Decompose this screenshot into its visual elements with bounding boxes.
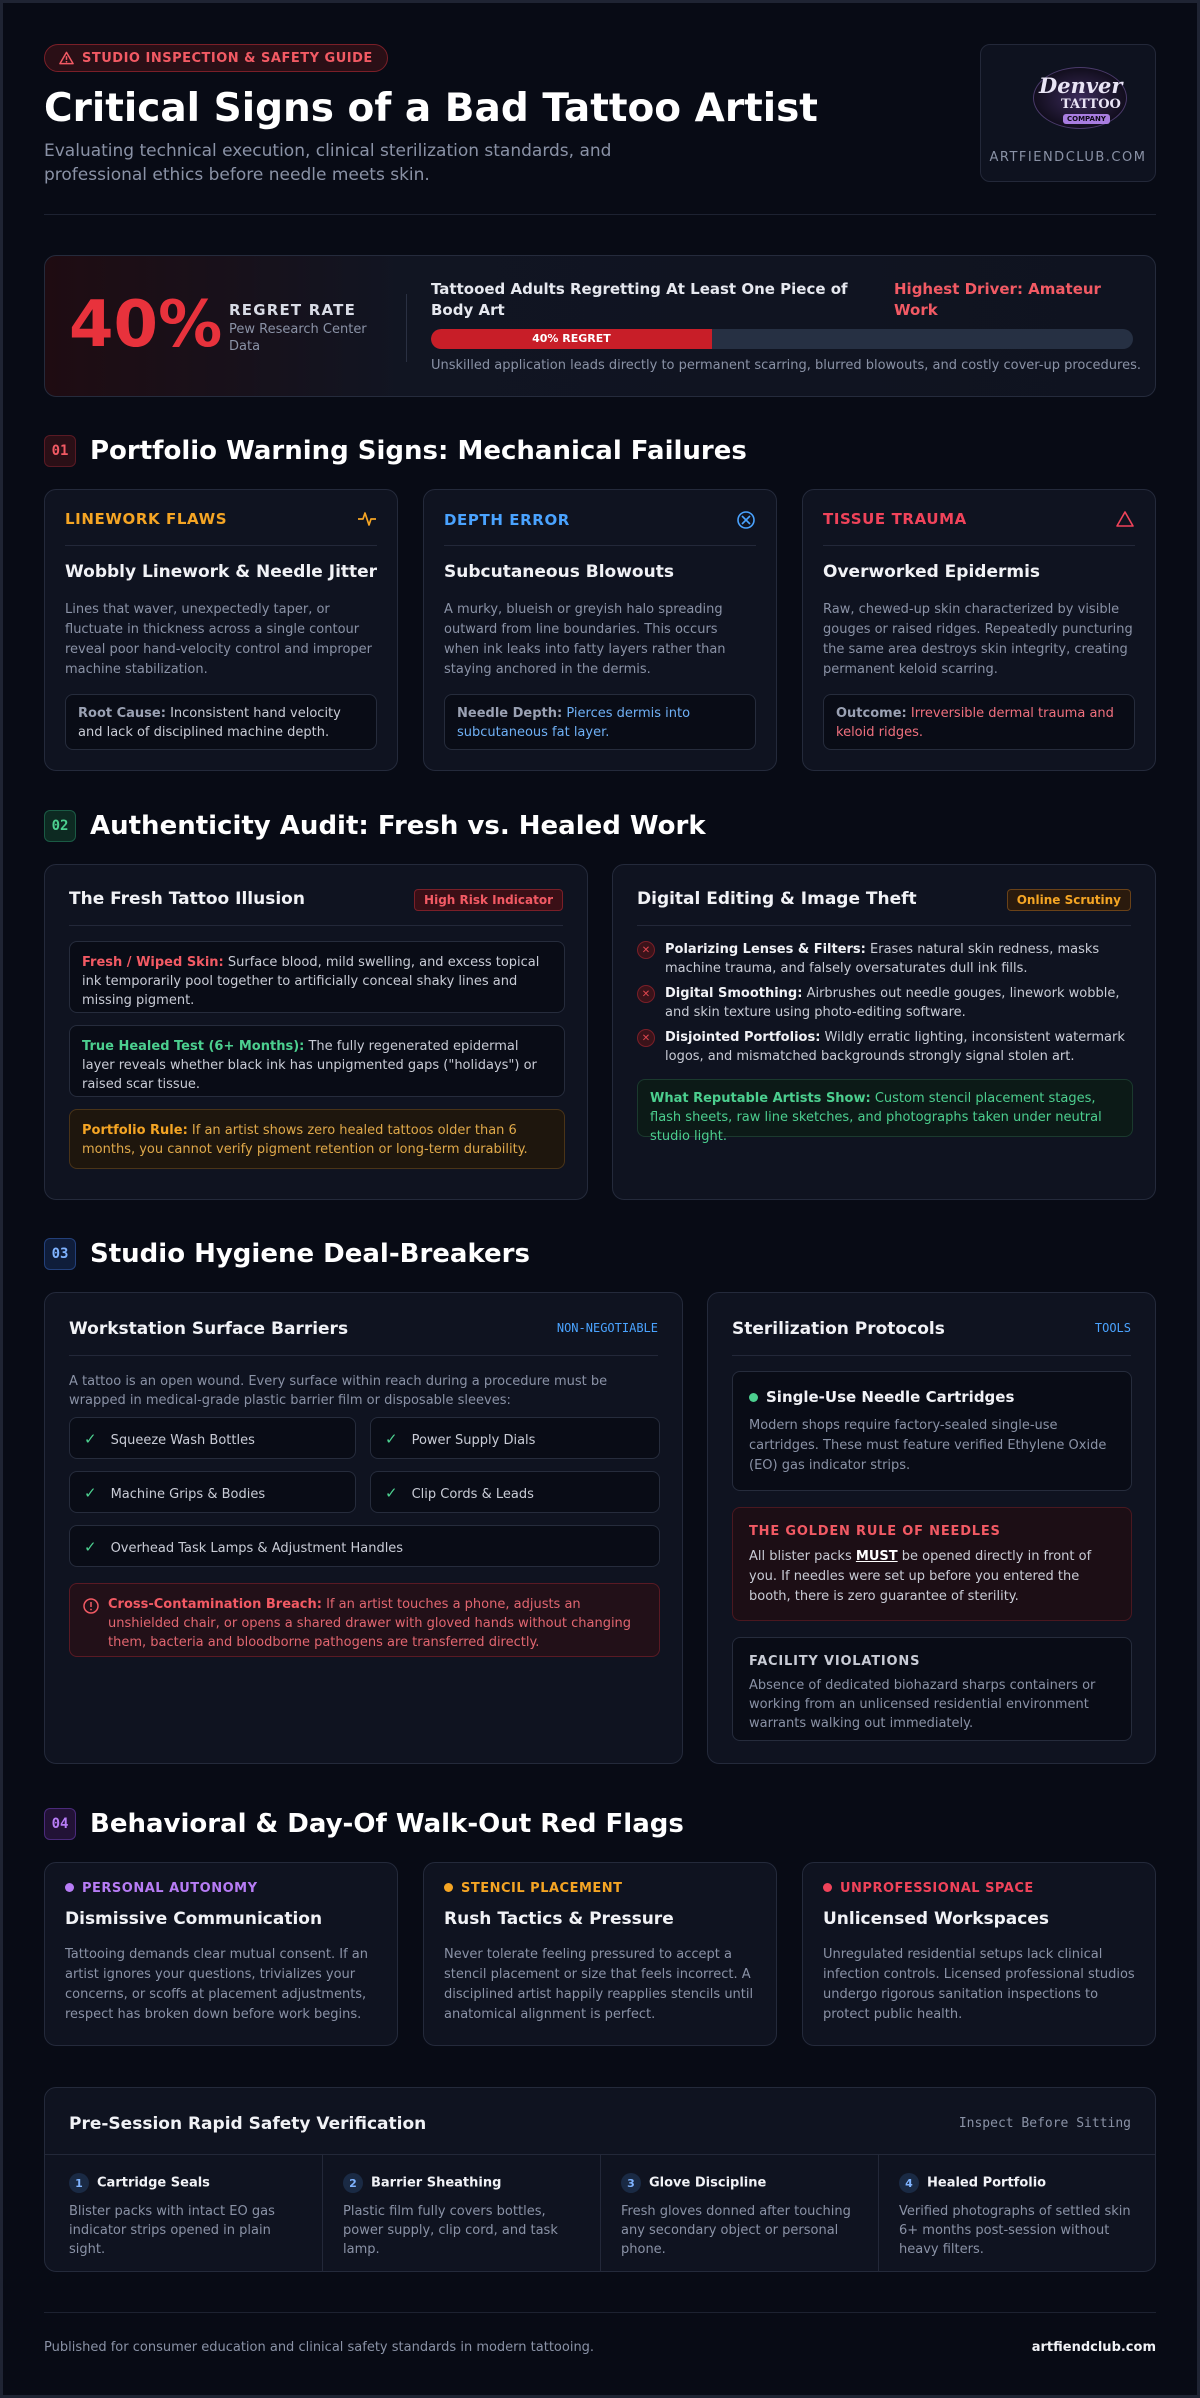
scrutiny-pill: Online Scrutiny xyxy=(1007,889,1131,911)
card-depth-error xyxy=(423,489,777,771)
check-item xyxy=(69,1417,356,1459)
item-text: Airbrushes out needle gouges, linework wobble, and skin texture using photo-editing software. xyxy=(665,986,1120,1020)
note-label: Outcome: xyxy=(836,706,907,721)
card-dismissive-communication xyxy=(44,1862,398,2046)
step-title: Cartridge Seals xyxy=(97,2175,210,2191)
card-title: Unlicensed Workspaces xyxy=(823,1909,1050,1929)
card-rush-tactics xyxy=(423,1862,777,2046)
card-tag: STENCIL PLACEMENT xyxy=(444,1881,623,1896)
checklist-step xyxy=(879,2155,1155,2272)
logo-text-3: COMPANY xyxy=(1063,114,1110,124)
card-body: Raw, chewed-up skin characterized by visible gouges or raised ridges. Repeatedly puncturing the same area destroys skin integrity, creating permanent keloid scarring. xyxy=(823,602,1133,678)
check-icon: ✓ xyxy=(84,1484,97,1502)
guide-badge xyxy=(44,44,388,72)
note-text: Inconsistent hand velocity and lack of disciplined machine depth. xyxy=(78,706,341,740)
step-number: 4 xyxy=(899,2173,919,2193)
card-unlicensed-workspaces xyxy=(802,1862,1156,2046)
card-tag: TOOLS xyxy=(1094,1321,1131,1335)
check-item xyxy=(69,1525,660,1567)
card-body: Never tolerate feeling pressured to accept a stencil placement or size that feels incorrect. A disciplined artist happily reapplies stencils until anatomical alignment is perfect. xyxy=(444,1947,754,2023)
card-digital-editing xyxy=(612,864,1156,1200)
safety-checklist-card xyxy=(44,2087,1156,2272)
status-dot xyxy=(444,1883,453,1892)
step-text: Fresh gloves donned after touching any secondary object or personal phone. xyxy=(621,2204,851,2257)
section-number: 04 xyxy=(44,1808,76,1840)
card-title: Overworked Epidermis xyxy=(823,562,1041,582)
warning-icon xyxy=(1115,510,1135,528)
section-title: Studio Hygiene Deal-Breakers xyxy=(90,1239,530,1269)
box-title: Single-Use Needle Cartridges xyxy=(749,1388,1115,1406)
list-item xyxy=(637,985,1133,1023)
note-text: Irreversible dermal trauma and keloid ridges. xyxy=(836,706,1114,740)
section-number: 01 xyxy=(44,435,76,467)
card-divider xyxy=(65,545,377,546)
healed-test-item xyxy=(69,1025,565,1097)
card-note xyxy=(823,694,1135,750)
portfolio-rule-item xyxy=(69,1109,565,1169)
needle-cartridges-box xyxy=(732,1371,1132,1491)
item-label: Fresh / Wiped Skin: xyxy=(82,955,224,970)
section-title: Authenticity Audit: Fresh vs. Healed Work xyxy=(90,811,706,841)
card-title: Dismissive Communication xyxy=(65,1909,323,1929)
logo-card[interactable] xyxy=(980,44,1156,182)
card-linework-flaws xyxy=(44,489,398,771)
status-dot xyxy=(65,1883,74,1892)
card-divider xyxy=(637,925,1131,926)
stat-divider xyxy=(406,294,407,362)
checklist-step xyxy=(323,2155,601,2272)
facility-violations-box xyxy=(732,1637,1132,1741)
stat-title: Tattooed Adults Regretting At Least One Piece of Body Art xyxy=(431,280,848,319)
checklist-title: Pre-Session Rapid Safety Verification xyxy=(69,2114,427,2134)
alert-label: Cross-Contamination Breach: xyxy=(108,1597,322,1612)
regret-percent: 40% xyxy=(69,288,223,362)
status-dot xyxy=(823,1883,832,1892)
step-title: Barrier Sheathing xyxy=(371,2175,502,2191)
footer-divider xyxy=(44,2312,1156,2313)
footer-text: Published for consumer education and clinical safety standards in modern tattooing. xyxy=(44,2340,595,2355)
step-number: 3 xyxy=(621,2173,641,2193)
list-item xyxy=(637,1029,1133,1067)
step-text: Plastic film fully covers bottles, power supply, clip cord, and task lamp. xyxy=(343,2204,558,2257)
check-icon: ✓ xyxy=(385,1430,398,1448)
warning-icon xyxy=(59,51,74,65)
card-divider xyxy=(444,545,756,546)
card-tag: LINEWORK FLAWS xyxy=(65,510,228,528)
card-divider xyxy=(69,925,563,926)
fresh-skin-item xyxy=(69,941,565,1013)
card-title: Sterilization Protocols xyxy=(732,1319,945,1339)
header xyxy=(44,44,1156,214)
logo-text-1: Denver xyxy=(1039,73,1123,98)
stat-note: Unskilled application leads directly to permanent scarring, blurred blowouts, and costly cover-up procedures. xyxy=(431,358,1141,373)
item-label: Polarizing Lenses & Filters: xyxy=(665,942,866,957)
page-subtitle: Evaluating technical execution, clinical sterilization standards, and professional ethics before needle meets skin. xyxy=(44,140,612,186)
card-body: A murky, blueish or greyish halo spreading outward from line boundaries. This occurs when ink leaks into fatty layers rather than staying anchored in the dermis. xyxy=(444,602,726,678)
step-title: Healed Portfolio xyxy=(927,2175,1047,2191)
logo xyxy=(1029,65,1129,131)
check-label: Squeeze Wash Bottles xyxy=(110,1433,255,1448)
card-divider xyxy=(823,545,1135,546)
header-divider xyxy=(44,214,1156,215)
check-item xyxy=(370,1417,660,1459)
x-icon: ✕ xyxy=(637,1029,655,1047)
regret-source: Pew Research Center Data xyxy=(229,322,367,354)
card-body: Tattooing demands clear mutual consent. If an artist ignores your questions, trivializes your concerns, or scoffs at placement adjustments, respect has broken down before work begins. xyxy=(65,1947,368,2023)
section-number: 03 xyxy=(44,1238,76,1270)
item-label: Portfolio Rule: xyxy=(82,1123,188,1138)
section-02-header xyxy=(44,810,706,842)
item-label: Disjointed Portfolios: xyxy=(665,1030,821,1045)
box-text: Modern shops require factory-sealed single-use cartridges. These must feature verified Ethylene Oxide (EO) gas indicator strips. xyxy=(749,1418,1107,1474)
card-tag: DEPTH ERROR xyxy=(444,511,570,529)
item-label: Digital Smoothing: xyxy=(665,986,803,1001)
card-tag: UNPROFESSIONAL SPACE xyxy=(823,1881,1034,1896)
card-tissue-trauma xyxy=(802,489,1156,771)
card-title: Subcutaneous Blowouts xyxy=(444,562,674,582)
card-title: Wobbly Linework & Needle Jitter xyxy=(65,562,378,582)
check-label: Machine Grips & Bodies xyxy=(110,1487,266,1502)
reputable-artists-callout xyxy=(637,1079,1133,1144)
step-text: Verified photographs of settled skin 6+ months post-session without heavy filters. xyxy=(899,2204,1131,2257)
alert-circle-icon xyxy=(83,1598,99,1614)
status-dot xyxy=(749,1393,758,1402)
page-title: Critical Signs of a Bad Tattoo Artist xyxy=(44,86,818,131)
checklist-step xyxy=(601,2155,879,2272)
check-label: Overhead Task Lamps & Adjustment Handles xyxy=(110,1541,404,1556)
check-label: Power Supply Dials xyxy=(411,1433,536,1448)
item-text: Erases natural skin redness, masks machine trauma, and falsely oversaturates dull ink fills. xyxy=(665,942,1100,976)
regret-progress-label: 40% REGRET xyxy=(532,332,611,345)
checklist-step xyxy=(45,2155,323,2272)
contamination-alert xyxy=(69,1583,660,1657)
regret-progress-bar xyxy=(431,329,1133,349)
check-icon: ✓ xyxy=(84,1430,97,1448)
step-text: Blister packs with intact EO gas indicator strips opened in plain sight. xyxy=(69,2204,275,2257)
callout-label: What Reputable Artists Show: xyxy=(650,1091,871,1106)
card-note xyxy=(65,694,377,750)
footer-link[interactable]: artfiendclub.com xyxy=(1031,2340,1156,2355)
card-divider xyxy=(69,1355,658,1356)
pulse-icon xyxy=(357,510,377,528)
check-item xyxy=(370,1471,660,1513)
check-icon: ✓ xyxy=(84,1538,97,1556)
golden-rule-box xyxy=(732,1507,1132,1621)
card-title: Rush Tactics & Pressure xyxy=(444,1909,674,1929)
list-item xyxy=(637,941,1133,979)
regret-label: REGRET RATE xyxy=(229,301,357,319)
card-body: Lines that waver, unexpectedly taper, or fluctuate in thickness across a single contour reveal poor hand-velocity control and improper machine stabilization. xyxy=(65,602,372,678)
target-icon xyxy=(736,510,756,530)
note-text: Pierces dermis into subcutaneous fat layer. xyxy=(457,706,691,740)
regret-stat-card xyxy=(44,255,1156,397)
card-title: Workstation Surface Barriers xyxy=(69,1319,349,1339)
card-sterilization xyxy=(707,1292,1156,1764)
card-tag: NON-NEGOTIABLE xyxy=(556,1321,658,1335)
card-divider xyxy=(732,1355,1131,1356)
item-label: True Healed Test (6+ Months): xyxy=(82,1039,305,1054)
box-text: Absence of dedicated biohazard sharps containers or working from an unlicensed residential environment warrants walking out immediately. xyxy=(749,1678,1096,1731)
callout-text: Custom stencil placement stages, flash sheets, raw line sketches, and photographs taken under neutral studio light. xyxy=(650,1091,1102,1144)
card-body: Unregulated residential setups lack clinical infection controls. Licensed professional studios undergo rigorous sanitation inspections to protect public health. xyxy=(823,1947,1135,2023)
step-title: Glove Discipline xyxy=(649,2175,767,2191)
section-03-header xyxy=(44,1238,530,1270)
box-title: THE GOLDEN RULE OF NEEDLES xyxy=(749,1524,1001,1539)
card-fresh-tattoo-illusion xyxy=(44,864,588,1200)
step-number: 2 xyxy=(343,2173,363,2193)
item-text: If an artist shows zero healed tattoos older than 6 months, you cannot verify pigment retention or long-term durability. xyxy=(82,1123,528,1157)
note-label: Needle Depth: xyxy=(457,706,563,721)
item-text: Surface blood, mild swelling, and excess topical ink temporarily pool together to artificially conceal shaky lines and missing pigment. xyxy=(82,955,540,1008)
card-note xyxy=(444,694,756,750)
section-number: 02 xyxy=(44,810,76,842)
card-title: Digital Editing & Image Theft xyxy=(637,889,917,909)
x-icon: ✕ xyxy=(637,941,655,959)
section-title: Portfolio Warning Signs: Mechanical Failures xyxy=(90,436,747,466)
check-item xyxy=(69,1471,356,1513)
section-01-header xyxy=(44,435,747,467)
note-label: Root Cause: xyxy=(78,706,166,721)
box-title: FACILITY VIOLATIONS xyxy=(749,1654,921,1669)
item-text: The fully regenerated epidermal layer reveals whether black ink has unpigmented gaps ("holidays") or raised scar tissue. xyxy=(82,1039,537,1092)
card-tag: PERSONAL AUTONOMY xyxy=(65,1881,258,1896)
risk-pill: High Risk Indicator xyxy=(414,889,563,911)
check-label: Clip Cords & Leads xyxy=(411,1487,534,1502)
box-text: All blister packs MUST be opened directly in front of you. If needles were set up before you entered the booth, there is zero guarantee of sterility. xyxy=(749,1549,1092,1605)
section-04-header xyxy=(44,1808,684,1840)
item-text: Wildly erratic lighting, inconsistent watermark logos, and mismatched backgrounds strongly signal stolen art. xyxy=(665,1030,1125,1064)
check-icon: ✓ xyxy=(385,1484,398,1502)
barrier-intro: A tattoo is an open wound. Every surface within reach during a procedure must be wrapped in medical-grade plastic barrier film or disposable sleeves: xyxy=(69,1374,608,1408)
section-title: Behavioral & Day-Of Walk-Out Red Flags xyxy=(90,1809,684,1839)
stat-driver: Highest Driver: Amateur Work xyxy=(894,280,1101,319)
card-workstation-barriers xyxy=(44,1292,683,1764)
card-title: The Fresh Tattoo Illusion xyxy=(69,889,305,909)
card-tag: TISSUE TRAUMA xyxy=(823,510,967,528)
step-number: 1 xyxy=(69,2173,89,2193)
logo-site: ARTFIENDCLUB.COM xyxy=(989,150,1147,165)
x-icon: ✕ xyxy=(637,985,655,1003)
guide-badge-label: STUDIO INSPECTION & SAFETY GUIDE xyxy=(82,50,373,66)
checklist-tag: Inspect Before Sitting xyxy=(958,2116,1131,2131)
alert-text: If an artist touches a phone, adjusts an unshielded chair, or opens a shared drawer with gloved hands without changing them, bacteria and bloodborne pathogens are transferred directly. xyxy=(108,1597,632,1650)
logo-text-2: TATTOO xyxy=(1061,97,1121,112)
